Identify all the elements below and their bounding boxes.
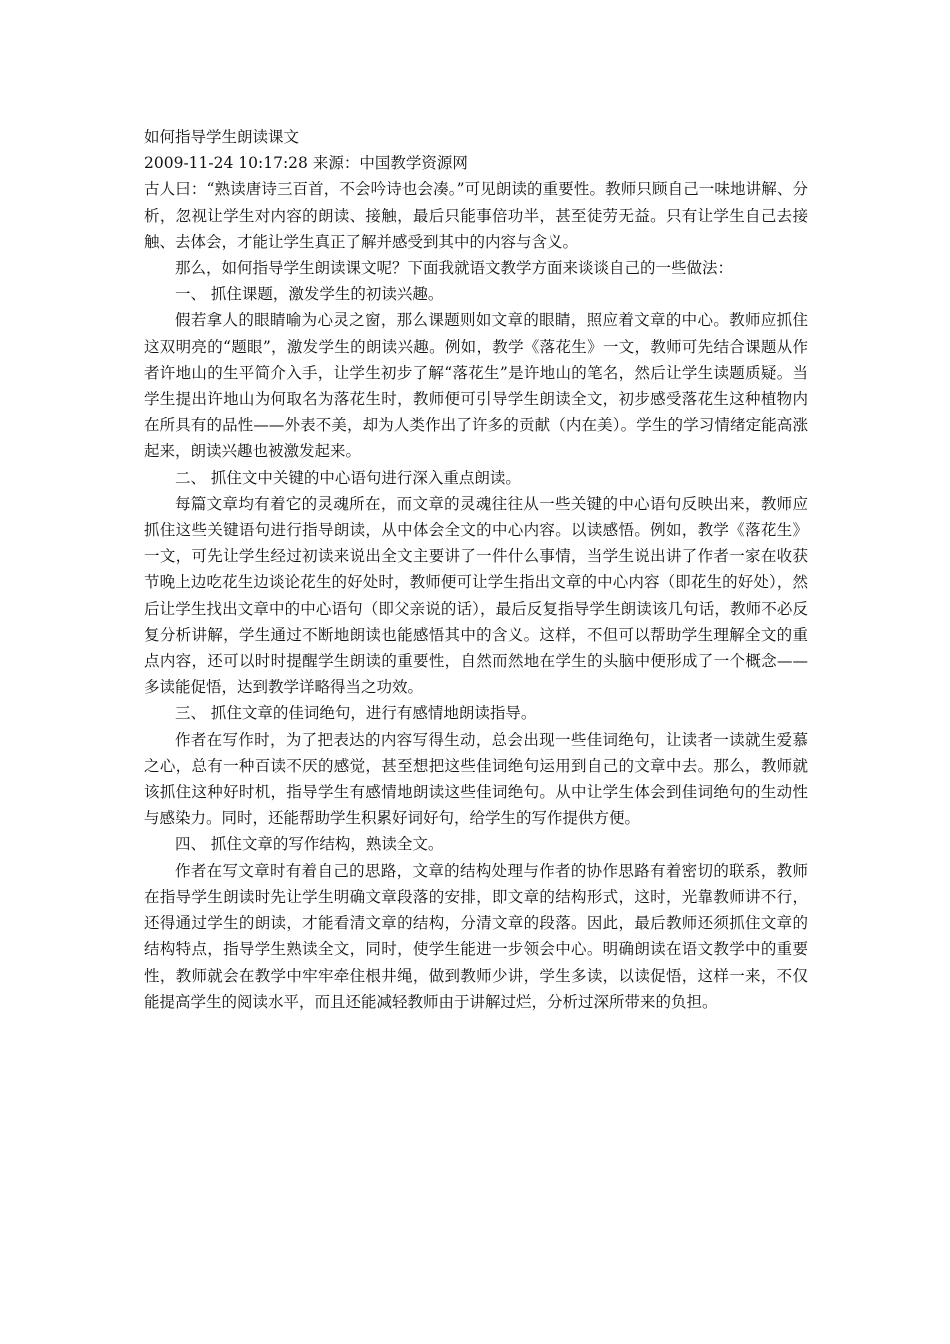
section-body-3: 作者在写作时，为了把表达的内容写得生动，总会出现一些佳词绝句，让读者一读就生爱慕之心，总有一种百读不厌的感觉，甚至想把这些佳词绝句运用到自己的文章中去。那么，教师就该抓住这种好时机，指导学生有感情地朗读这些佳词绝句。从中让学生体会到佳词绝句的生动性与感染力。同时，还能帮助学生积累好词好句，给学生的写作提供方便。 xyxy=(144,730,808,828)
document-meta: 2009-11-24 10:17:28 来源：中国教学资源网 xyxy=(144,154,468,173)
document-title: 如何指导学生朗读课文 xyxy=(144,128,300,146)
section-heading-3: 三、 抓住文章的佳词绝句，进行有感情地朗读指导。 xyxy=(175,704,537,723)
section-heading-1: 一、 抓住课题，激发学生的初读兴趣。 xyxy=(175,285,444,304)
paragraph-intro: 古人曰：“熟读唐诗三百首，不会吟诗也会凑。”可见朗读的重要性。教师只顾自己一味地讲解、分析，忽视让学生对内容的朗读、接触，最后只能事倍功半，甚至徒劳无益。只有让学生自己去接触、去体会，才能让学生真正了解并感受到其中的内容与含义。 xyxy=(144,180,808,251)
section-body-1: 假若拿人的眼睛喻为心灵之窗，那么课题则如文章的眼睛，照应着文章的中心。教师应抓住这双明亮的“题眼”，激发学生的朗读兴趣。例如，教学《落花生》一文，教师可先结合课题从作者许地山的生平简介入手，让学生初步了解“落花生”是许地山的笔名，然后让学生读题质疑。当学生提出许地山为何取名为落花生时，教师便可引导学生朗读全文，初步感受落花生这种植物内在所具有的品性——外表不美，却为人类作出了许多的贡献（内在美）。学生的学习情绪定能高涨起来，朗读兴趣也被激发起来。 xyxy=(144,311,808,461)
section-heading-2: 二、 抓住文中关键的中心语句进行深入重点朗读。 xyxy=(175,468,521,487)
section-body-4: 作者在写文章时有着自己的思路，文章的结构处理与作者的协作思路有着密切的联系，教师在指导学生朗读时先让学生明确文章段落的安排，即文章的结构形式，这时，光靠教师讲不行，还得通过学生的朗读，才能看清文章的结构，分清文章的段落。因此，最后教师还须抓住文章的结构特点，指导学生熟读全文，同时，使学生能进一步领会中心。明确朗读在语文教学中的重要性，教师就会在教学中牢牢牵住根井绳，做到教师少讲，学生多读，以读促悟，这样一来，不仅能提高学生的阅读水平，而且还能减轻教师由于讲解过烂，分析过深所带来的负担。 xyxy=(144,861,808,1011)
section-body-2: 每篇文章均有着它的灵魂所在，而文章的灵魂往往从一些关键的中心语句反映出来，教师应抓住这些关键语句进行指导朗读，从中体会全文的中心内容。以读感悟。例如，教学《落花生》一文，可先让学生经过初读来说出全文主要讲了一件什么事情，当学生说出讲了作者一家在收获节晚上边吃花生边谈论花生的好处时，教师便可让学生指出文章的中心内容（即花生的好处），然后让学生找出文章中的中心语句（即父亲说的话），最后反复指导学生朗读该几句话，教师不必反复分析讲解，学生通过不断地朗读也能感悟其中的含义。这样，不但可以帮助学生理解全文的重点内容，还可以时时提醒学生朗读的重要性，自然而然地在学生的头脑中便形成了一个概念——多读能促悟，达到教学详略得当之功效。 xyxy=(144,494,808,697)
paragraph-question: 那么，如何指导学生朗读课文呢？下面我就语文教学方面来谈谈自己的一些做法： xyxy=(175,259,734,278)
section-heading-4: 四、 抓住文章的写作结构，熟读全文。 xyxy=(175,835,444,854)
document-body xyxy=(144,124,808,1015)
